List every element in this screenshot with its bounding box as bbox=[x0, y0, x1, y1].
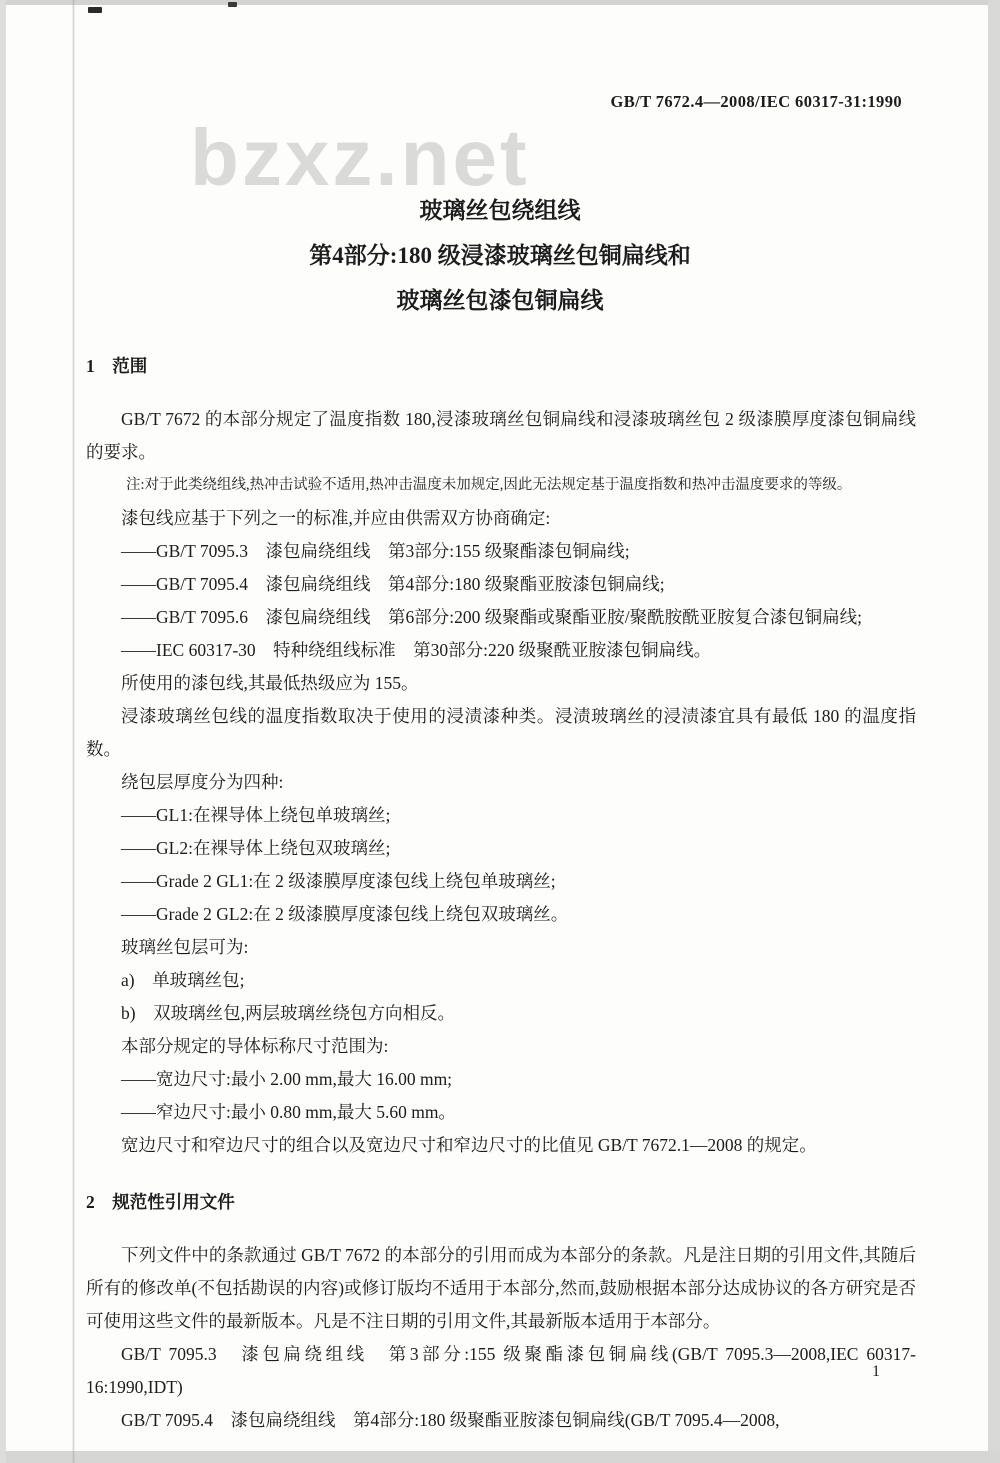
list-item-alpha: b) 双玻璃丝包,两层玻璃丝绕包方向相反。 bbox=[121, 1003, 455, 1023]
list-item: ——宽边尺寸:最小 2.00 mm,最大 16.00 mm; bbox=[121, 1069, 453, 1089]
paragraph: GB/T 7095.3 漆包扁绕组线 第3部分:155 级聚酯漆包铜扁线(GB/T 7095.3—2008,IEC 60317-16:1990,IDT) bbox=[86, 1344, 916, 1397]
page-number: 1 bbox=[872, 1363, 880, 1380]
paragraph: 漆包线应基于下列之一的标准,并应由供需双方协商确定: bbox=[121, 508, 551, 528]
paragraph: 本部分规定的导体标称尺寸范围为: bbox=[121, 1036, 389, 1056]
scan-edge-bottom bbox=[0, 1451, 1000, 1463]
paragraph: 所使用的漆包线,其最低热级应为 155。 bbox=[121, 673, 419, 693]
list-item: ——GB/T 7095.3 漆包扁绕组线 第3部分:155 级聚酯漆包铜扁线; bbox=[121, 541, 630, 561]
document-title-line-1: 玻璃丝包绕组线 bbox=[419, 198, 581, 223]
scan-speck bbox=[88, 7, 102, 13]
list-item-alpha: a) 单玻璃丝包; bbox=[121, 970, 245, 990]
section-heading: 2 规范性引用文件 bbox=[86, 1192, 235, 1212]
document-title-line-2: 第4部分:180 级浸漆玻璃丝包铜扁线和 bbox=[309, 243, 691, 268]
list-item: ——窄边尺寸:最小 0.80 mm,最大 5.60 mm。 bbox=[121, 1102, 456, 1122]
paragraph: GB/T 7672 的本部分规定了温度指数 180,浸漆玻璃丝包铜扁线和浸漆玻璃丝包 2 级漆膜厚度漆包铜扁线的要求。 bbox=[86, 409, 916, 462]
paragraph: 宽边尺寸和窄边尺寸的组合以及宽边尺寸和窄边尺寸的比值见 GB/T 7672.1—2008 的规定。 bbox=[121, 1135, 817, 1155]
list-item: ——GB/T 7095.6 漆包扁绕组线 第6部分:200 级聚酯或聚酯亚胺/聚酰胺酰亚胺复合漆包铜扁线; bbox=[121, 607, 863, 627]
watermark-text: bzxz.net bbox=[190, 113, 530, 202]
document-body bbox=[86, 350, 916, 1437]
document-title bbox=[0, 188, 1000, 323]
paragraph: 下列文件中的条款通过 GB/T 7672 的本部分的引用而成为本部分的条款。凡是注日期的引用文件,其随后所有的修改单(不包括勘误的内容)或修订版均不适用于本部分,然而,鼓励根据本部分达成协议的各方研究是否可使用这些文件的最新版本。凡是不注日期的引用文件,其最新版本适用于本部分。 bbox=[86, 1245, 916, 1331]
scan-speck bbox=[228, 2, 237, 7]
list-item: ——GB/T 7095.4 漆包扁绕组线 第4部分:180 级聚酯亚胺漆包铜扁线; bbox=[121, 574, 665, 594]
section-heading: 1 范围 bbox=[86, 356, 148, 376]
list-item: ——GL2:在裸导体上绕包双玻璃丝; bbox=[121, 838, 391, 858]
paragraph: 浸漆玻璃丝包线的温度指数取决于使用的浸渍漆种类。浸渍玻璃丝的浸渍漆宜具有最低 180 的温度指数。 bbox=[86, 706, 916, 759]
list-item: ——IEC 60317-30 特种绕组线标准 第30部分:220 级聚酰亚胺漆包铜扁线。 bbox=[121, 640, 712, 660]
list-item: ——Grade 2 GL2:在 2 级漆膜厚度漆包线上绕包双玻璃丝。 bbox=[121, 904, 569, 924]
note-text: 注:对于此类绕组线,热冲击试验不适用,热冲击温度未加规定,因此无法规定基于温度指数和热冲击温度要求的等级。 bbox=[126, 477, 852, 493]
scan-edge-top bbox=[0, 0, 1000, 5]
standard-reference: GB/T 7672.4—2008/IEC 60317-31:1990 bbox=[610, 92, 902, 111]
list-item: ——Grade 2 GL1:在 2 级漆膜厚度漆包线上绕包单玻璃丝; bbox=[121, 871, 556, 891]
list-item: ——GL1:在裸导体上绕包单玻璃丝; bbox=[121, 805, 391, 825]
paragraph: GB/T 7095.4 漆包扁绕组线 第4部分:180 级聚酯亚胺漆包铜扁线(GB/T 7095.4—2008, bbox=[121, 1410, 780, 1430]
paragraph: 玻璃丝包层可为: bbox=[121, 937, 249, 957]
paragraph: 绕包层厚度分为四种: bbox=[121, 772, 284, 792]
document-title-line-3: 玻璃丝包漆包铜扁线 bbox=[396, 288, 604, 313]
